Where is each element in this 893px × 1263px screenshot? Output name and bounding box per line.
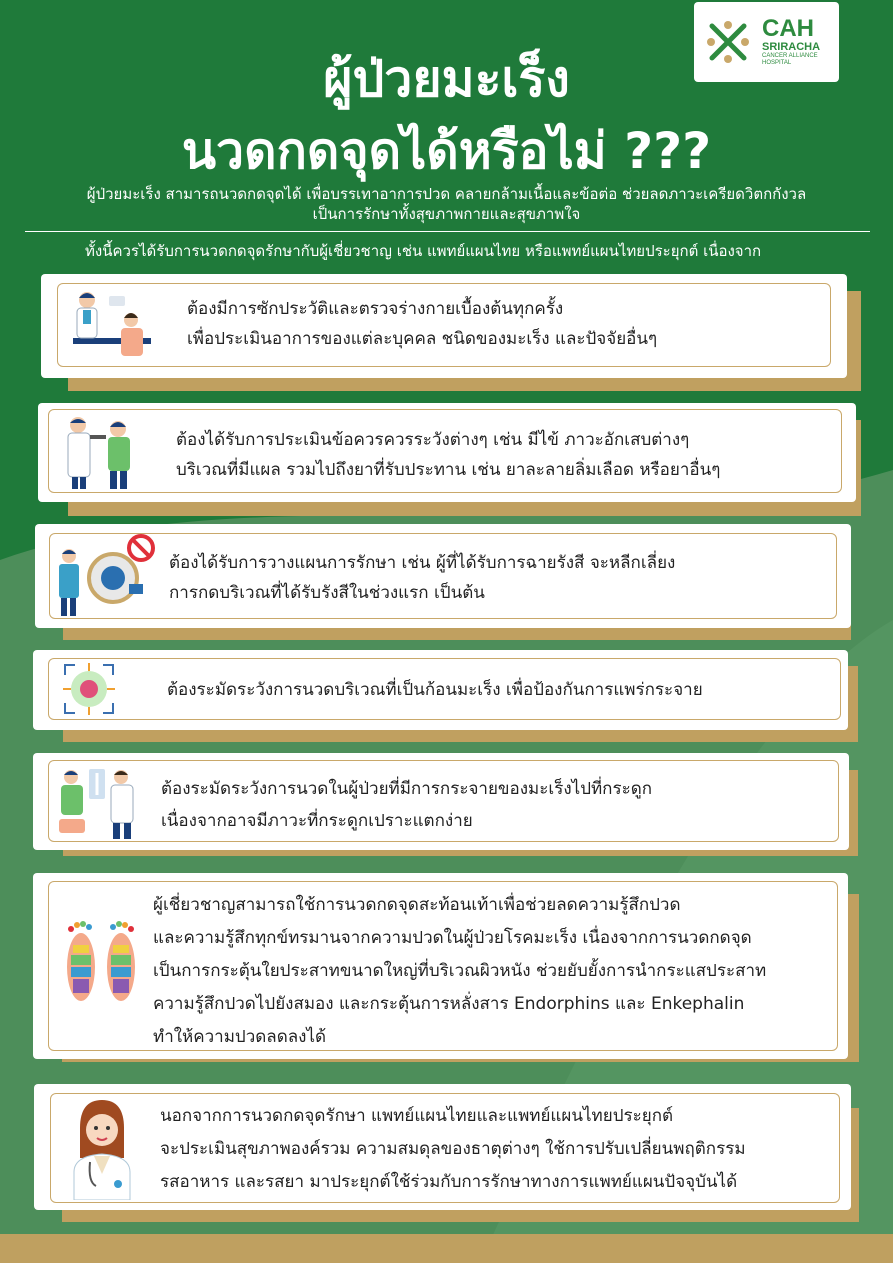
card-1-line-2: เพื่อประเมินอาการของแต่ละบุคคล ชนิดของมะเร็ง และปัจจัยอื่นๆ (187, 329, 658, 349)
subtitle-line-1: ผู้ป่วยมะเร็ง สามารถนวดกดจุดได้ เพื่อบรรเทาอาการปวด คลายกล้ามเนื้อและข้อต่อ ช่วยลดภาวะเครียดวิตกกังวล (86, 185, 807, 203)
info-card-6 (33, 873, 848, 1059)
card-3-line-2: การกดบริเวณที่ได้รับรังสีในช่วงแรก เป็นต้น (169, 583, 485, 603)
intro-note: ทั้งนี้ควรได้รับการนวดกดจุดรักษากับผู้เชี่ยวชาญ เช่น แพทย์แผนไทย หรือแพทย์แผนไทยประยุกต์ เนื่องจาก (85, 242, 762, 260)
info-card-3 (35, 524, 851, 628)
info-card-2 (38, 403, 856, 502)
card-6-line-3: เป็นการกระตุ้นใยประสาทขนาดใหญ่ที่บริเวณผิวหนัง ช่วยยับยั้งการนำกระแสประสาท (153, 961, 767, 981)
card-4-line-1: ต้องระมัดระวังการนวดบริเวณที่เป็นก้อนมะเร็ง เพื่อป้องกันการแพร่กระจาย (167, 680, 703, 700)
card-7-line-3: รสอาหาร และรสยา มาประยุกต์ใช้ร่วมกับการรักษาทางการแพทย์แผนปัจจุบันได้ (160, 1172, 738, 1192)
card-7-line-2: จะประเมินสุขภาพองค์รวม ความสมดุลของธาตุต่างๆ ใช้การปรับเปลี่ยนพฤติกรรม (160, 1139, 746, 1159)
card-3-text (169, 548, 675, 608)
card-7-line-1: นอกจากการนวดกดจุดรักษา แพทย์แผนไทยและแพทย์แผนไทยประยุกต์ (160, 1106, 674, 1126)
card-6-line-4: ความรู้สึกปวดไปยังสมอง และกระตุ้นการหลั่งสาร Endorphins และ Enkephalin (153, 994, 745, 1014)
logo-main-text: CAH (762, 15, 814, 42)
card-6-line-1: ผู้เชี่ยวชาญสามารถใช้การนวดกดจุดสะท้อนเท้าเพื่อช่วยลดความรู้สึกปวด (153, 895, 681, 915)
info-card-7 (34, 1084, 851, 1210)
info-card-4 (33, 650, 848, 730)
tumor-target-icon (63, 663, 115, 715)
foot-reflexology-icon (63, 919, 139, 1007)
card-5-text (161, 773, 652, 837)
doctor-consultation-icon (69, 286, 155, 364)
thai-doctor-icon (66, 1098, 138, 1200)
bone-xray-icon (57, 765, 139, 841)
card-4-text (167, 678, 703, 702)
page-title-line-2: นวดกดจุดได้หรือไม่ ??? (181, 122, 712, 180)
card-3-line-1: ต้องได้รับการวางแผนการรักษา เช่น ผู้ที่ได้รับการฉายรังสี จะหลีกเลี่ยง (169, 553, 676, 573)
card-2-line-1: ต้องได้รับการประเมินข้อควรควรระวังต่างๆ เช่น มีไข้ ภาวะอักเสบต่างๆ (176, 430, 690, 450)
card-6-line-2: และความรู้สึกทุกข์ทรมานจากความปวดในผู้ป่วยโรคมะเร็ง เนื่องจากการนวดกดจุด (153, 928, 752, 948)
info-card-1 (41, 274, 847, 378)
card-6-line-5: ทำให้ความปวดลดลงได้ (153, 1027, 327, 1047)
card-5-line-1: ต้องระมัดระวังการนวดในผู้ป่วยที่มีการกระจายของมะเร็งไปที่กระดูก (161, 779, 653, 799)
info-card-5 (33, 753, 849, 850)
divider (25, 231, 870, 232)
logo-small-text-2: HOSPITAL (762, 60, 792, 66)
card-2-line-2: บริเวณที่มีแผล รวมไปถึงยาที่รับประทาน เช่น ยาละลายลิ่มเลือด หรือยาอื่นๆ (176, 460, 721, 480)
logo-sub-text: SRIRACHA (762, 41, 821, 53)
card-1-text (187, 294, 657, 354)
card-5-line-2: เนื่องจากอาจมีภาวะที่กระดูกเปราะแตกง่าย (161, 811, 473, 831)
logo-small-text-1: CANCER ALLIANCE (762, 53, 818, 59)
subtitle-line-2: เป็นการรักษาทั้งสุขภาพกายและสุขภาพใจ (312, 205, 581, 223)
card-1-line-1: ต้องมีการซักประวัติและตรวจร่างกายเบื้องต้นทุกครั้ง (187, 299, 564, 319)
bottom-bar (0, 1234, 893, 1263)
temperature-check-icon (60, 413, 140, 493)
card-7-text (160, 1100, 746, 1199)
radiation-scan-icon (57, 534, 155, 620)
page-title-line-1: ผู้ป่วยมะเร็ง (323, 50, 570, 108)
card-6-text (153, 889, 766, 1054)
card-2-text (176, 425, 720, 485)
